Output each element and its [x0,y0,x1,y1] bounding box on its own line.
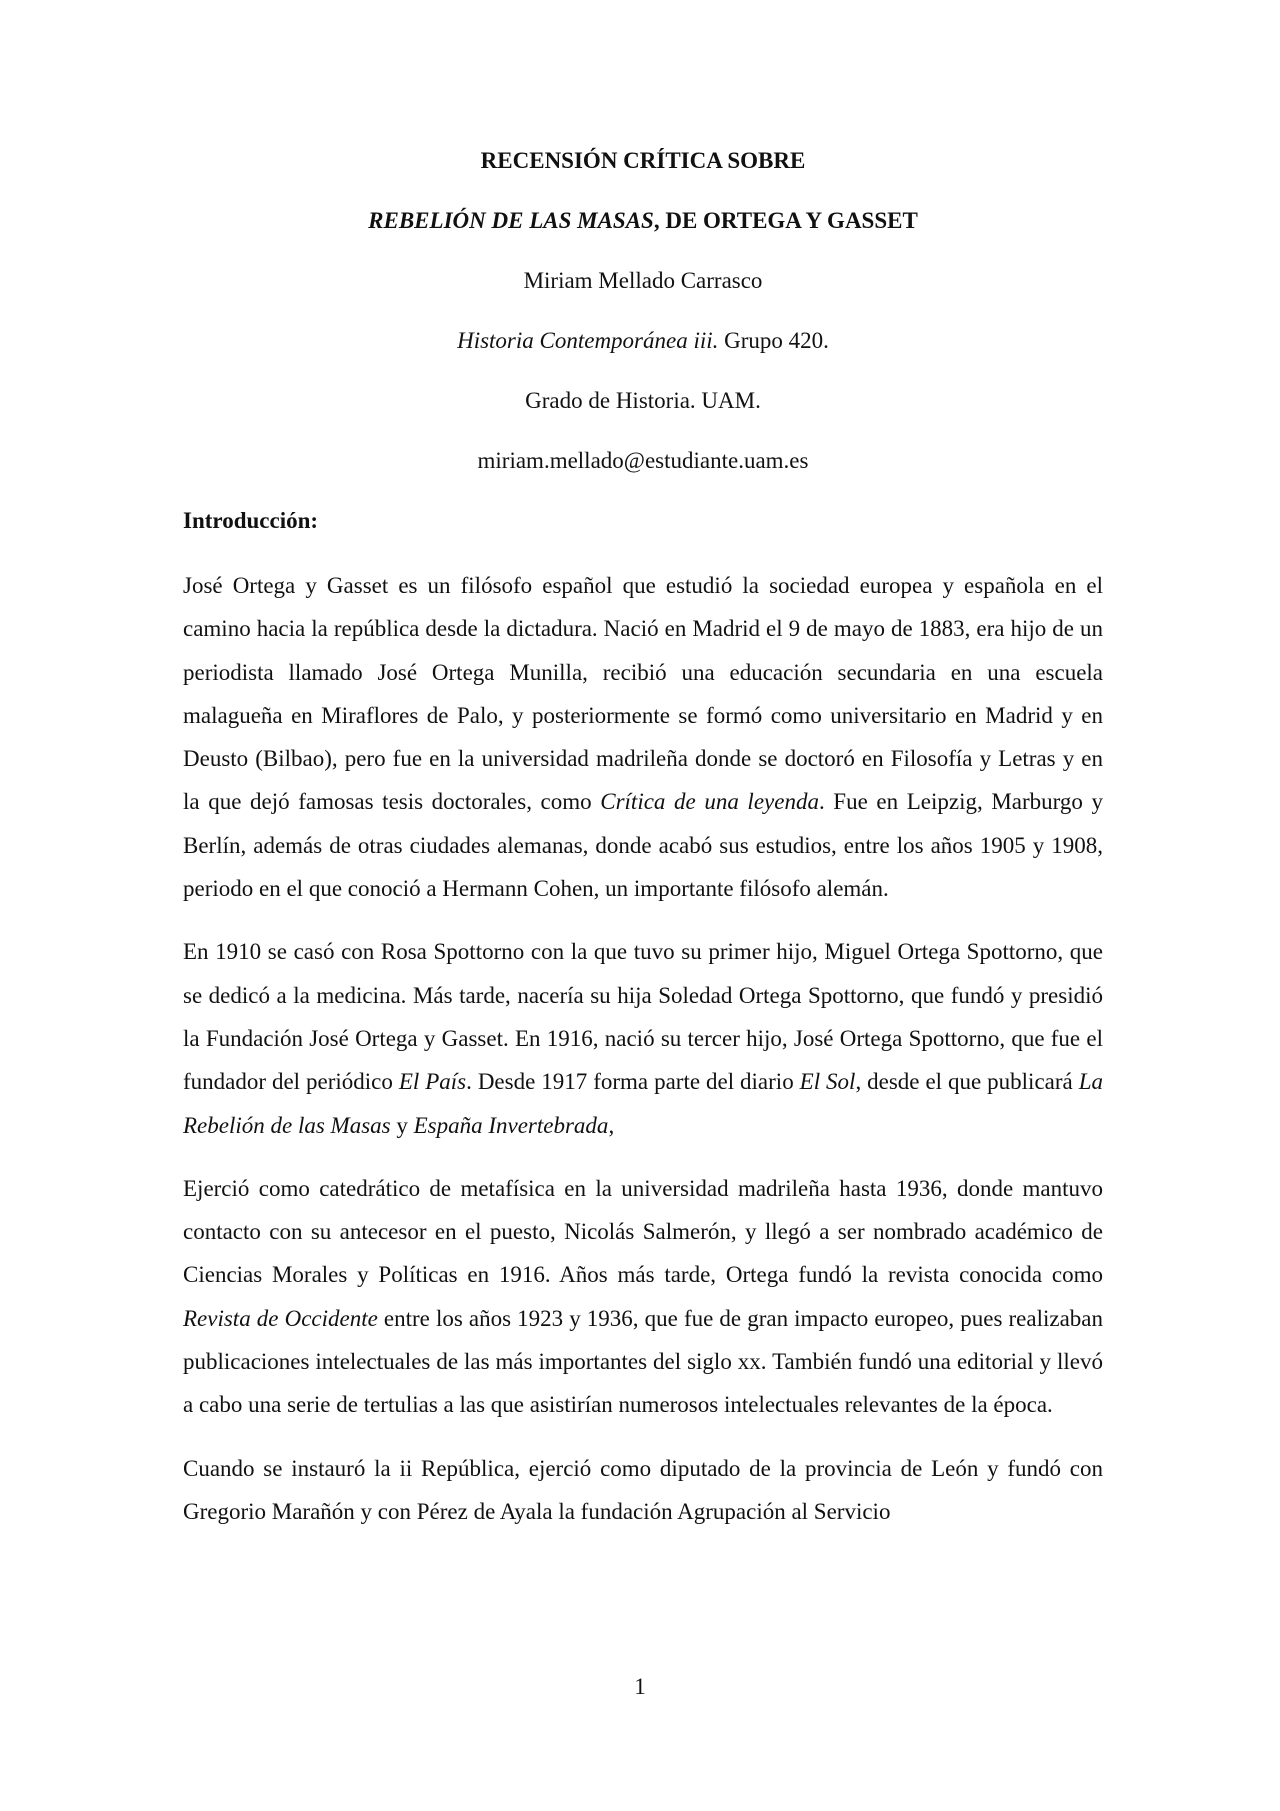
paragraph-3 [183,1167,1103,1427]
paragraph-2-text-e: , [608,1112,615,1138]
title-line-1-text: RECENSIÓN CRÍTICA SOBRE [480,148,806,173]
section-heading-introduccion [183,506,1103,536]
author-email-text: miriam.mellado@estudiante.uam.es [477,448,809,473]
author-name [183,266,1103,296]
paragraph-3-text-b: entre los años 1923 y 1936, que fue de gran impacto europeo, pues realizaban publicaciones intelectuales de las más importantes del siglo xx. También fundó una editorial y llevó a cabo una serie de tertulias a las que asistirían numerosos intelectuales relevantes de la época. [183,1305,1103,1418]
paragraph-2-text-b: . Desde 1917 forma parte del diario [466,1069,800,1095]
paragraph-2-title-espana: España Invertebrada [413,1112,609,1138]
course-name: Historia Contemporánea iii. [457,328,719,353]
page-content [183,146,1103,1553]
paragraph-2-text-c: , desde el que publicará [855,1069,1079,1095]
degree-text: Grado de Historia. UAM. [525,388,761,413]
paragraph-2-text-d: y [390,1112,414,1138]
paragraph-4-text-a: Cuando se instauró la ii República, ejerció como diputado de la provincia de León y fundó con Gregorio Marañón y con Pérez de Ayala la fundación Agrupación al Servicio [183,1455,1103,1524]
paragraph-1-text-b: . Fue en Leipzig, Marburgo y Berlín, además de otras ciudades alemanas, donde acabó sus estudios, entre los años 1905 y 1908, periodo en el que conoció a Hermann Cohen, un importante filósofo alemán. [183,789,1103,902]
paragraph-2-title-rebelion: La Rebelión de las Masas [183,1069,1103,1138]
paragraph-2-title-el-pais: El País [398,1069,467,1095]
paragraph-1 [183,564,1103,910]
title-line-2-rest: , DE ORTEGA Y GASSET [653,208,918,233]
course-info [183,326,1103,356]
paragraph-2-title-el-sol: El Sol [799,1069,856,1095]
title-book-name: REBELIÓN DE LAS MASAS [368,208,654,233]
page-number-text: 1 [634,1674,646,1699]
author-name-text: Miriam Mellado Carrasco [523,268,763,293]
paragraph-2-text-a: En 1910 se casó con Rosa Spottorno con la que tuvo su primer hijo, Miguel Ortega Spottorno, que se dedicó a la medicina. Más tarde, nacería su hija Soledad Ortega Spottorno, que fundó y presidió la Fundación José Ortega y Gasset. En 1916, nació su tercer hijo, José Ortega Spottorno, que fue el fundador del periódico [183,939,1103,1095]
paragraph-3-title-revista: Revista de Occidente [183,1305,378,1331]
title-line-2 [183,206,1103,236]
paragraph-1-text-a: José Ortega y Gasset es un filósofo español que estudió la sociedad europea y española en el camino hacia la república desde la dictadura. Nació en Madrid el 9 de mayo de 1883, era hijo de un periodista llamado José Ortega Munilla, recibió una educación secundaria en una escuela malagueña en Miraflores de Palo, y posteriormente se formó como universitario en Madrid y en Deusto (Bilbao), pero fue en la universidad madrileña donde se doctoró en Filosofía y Letras y en la que dejó famosas tesis doctorales, como [183,573,1103,815]
title-line-1 [183,146,1103,176]
degree-info [183,386,1103,416]
paragraph-4 [183,1447,1103,1534]
author-email [183,446,1103,476]
paragraph-1-title-critica: Crítica de una leyenda [600,789,819,815]
paragraph-2 [183,930,1103,1146]
course-group: Grupo 420. [718,328,829,353]
page-number [0,1672,1280,1702]
paragraph-3-text-a: Ejerció como catedrático de metafísica en la universidad madrileña hasta 1936, donde mantuvo contacto con su antecesor en el puesto, Nicolás Salmerón, y llegó a ser nombrado académico de Ciencias Morales y Políticas en 1916. Años más tarde, Ortega fundó la revista conocida como [183,1175,1103,1288]
section-heading-text: Introducción: [183,508,319,533]
